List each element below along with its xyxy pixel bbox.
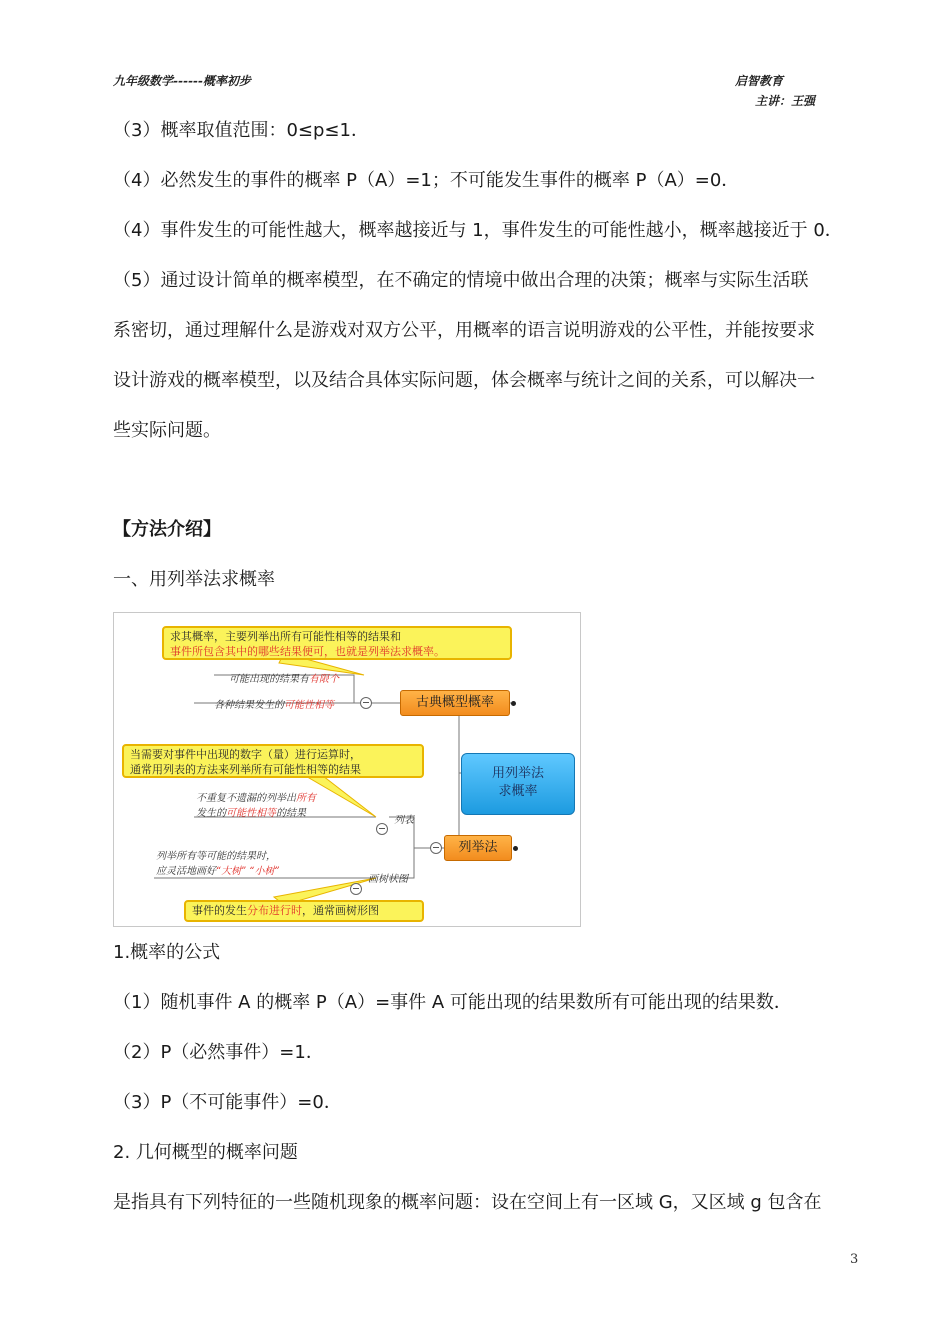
collapse-toggle-icon (350, 883, 362, 895)
note-text: 应灵活地画好 (156, 866, 216, 877)
node-enumeration: 列举法 (444, 835, 512, 861)
header-institution: 启智教育 (735, 74, 784, 88)
note-highlight: 可能性相等 (226, 808, 276, 819)
classical-note-equal (214, 699, 334, 713)
mindmap-figure (113, 612, 581, 927)
classical-note-finite (229, 673, 339, 687)
mindmap-center-node (461, 753, 575, 815)
paragraph-model-line1: （5）通过设计简单的概率模型，在不确定的情境中做出合理的决策；概率与实际生活联 (113, 270, 809, 291)
note-text: 不重复不遗漏的列举出 (196, 793, 296, 804)
box-text: 事件的发生 (192, 904, 247, 917)
header-course-title: 九年级数学------概率初步 (113, 74, 251, 88)
page-number: 3 (850, 1252, 859, 1267)
note-text: 的结果 (276, 808, 306, 819)
classical-description-line2: 事件所包含其中的哪些结果便可，也就是列举法求概率。 (170, 645, 445, 658)
collapse-toggle-icon (376, 823, 388, 835)
formula-certain-event: （2）P（必然事件）=1． (113, 1042, 324, 1063)
label-tree-diagram: 画树状图 (368, 874, 408, 885)
note-highlight: “小树” (249, 866, 280, 877)
table-description-box (122, 744, 424, 778)
paragraph-certain-impossible: （4）必然发生的事件的概率 P（A）=1；不可能发生事件的概率 P（A）=0． (113, 170, 740, 191)
geometric-description: 是指具有下列特征的一些随机现象的概率问题：设在空间上有一区域 G，又区域 g 包含在 (113, 1192, 822, 1213)
paragraph-model-line2: 系密切，通过理解什么是游戏对双方公平，用概率的语言说明游戏的公平性，并能按要求 (113, 320, 815, 341)
box-text: ，通常画树形图 (302, 904, 379, 917)
tree-note-line1: 列举所有等可能的结果时， (156, 851, 276, 862)
note-text: 可能出现的结果有 (229, 674, 309, 685)
geometric-title: 2. 几何概型的概率问题 (113, 1142, 298, 1163)
subheading-enumeration: 一、用列举法求概率 (113, 569, 275, 590)
table-note-line2 (196, 807, 306, 821)
paragraph-range: （3）概率取值范围：0≤p≤1． (113, 120, 369, 141)
label-table: 列表 (394, 815, 414, 826)
node-classical-probability: 古典概型概率 (400, 690, 510, 716)
table-note-line1 (196, 792, 316, 806)
center-node-line1: 用列举法 (491, 766, 544, 781)
formula-impossible-event: （3）P（不可能事件）=0． (113, 1092, 342, 1113)
box-highlight: 分布进行时 (247, 904, 302, 917)
note-text: 各种结果发生的 (214, 700, 284, 711)
note-text: 发生的 (196, 808, 226, 819)
note-highlight: 有限个 (309, 674, 339, 685)
table-description-line2: 通常用列表的方法来列举所有可能性相等的结果 (130, 763, 361, 776)
paragraph-likelihood: （4）事件发生的可能性越大，概率越接近与 1，事件发生的可能性越小，概率越接近于 0． (113, 220, 843, 241)
collapse-toggle-icon (360, 697, 372, 709)
connector-dot (513, 846, 518, 851)
tree-note-line2 (156, 865, 280, 879)
classical-description-line1: 求其概率，主要列举出所有可能性相等的结果和 (170, 630, 401, 643)
note-highlight: 所有 (296, 793, 316, 804)
paragraph-model-line3: 设计游戏的概率模型，以及结合具体实际问题，体会概率与统计之间的关系，可以解决一 (113, 370, 815, 391)
connector-dot (511, 701, 516, 706)
collapse-toggle-icon (430, 842, 442, 854)
classical-description-box (162, 626, 512, 660)
header-lecturer: 主讲：王强 (755, 94, 816, 108)
note-highlight: “大树” (216, 866, 247, 877)
note-highlight: 可能性相等 (284, 700, 334, 711)
center-node-line2: 求概率 (498, 784, 538, 799)
formula-random-event: （1）随机事件 A 的概率 P（A）=事件 A 可能出现的结果数所有可能出现的结果数． (113, 992, 792, 1013)
table-description-line1: 当需要对事件中出现的数字（量）进行运算时， (130, 748, 361, 761)
formula-title: 1.概率的公式 (113, 942, 221, 963)
section-heading: 【方法介绍】 (113, 519, 221, 540)
paragraph-model-line4: 些实际问题。 (113, 420, 221, 441)
tree-description-box (184, 900, 424, 922)
